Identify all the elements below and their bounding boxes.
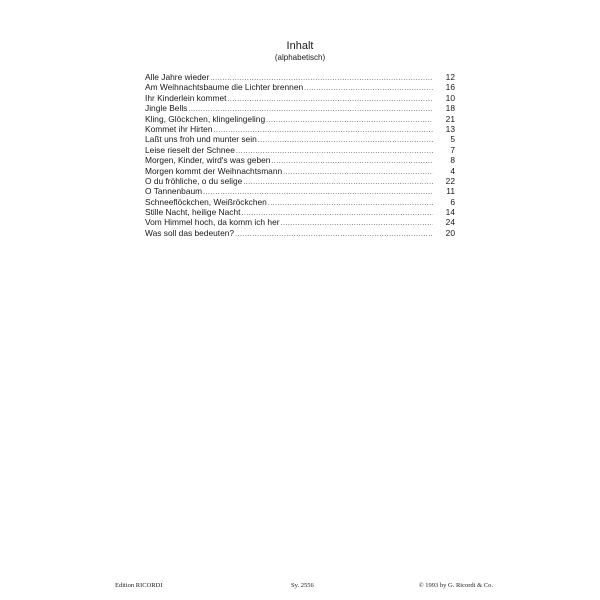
toc-entry-title: O Tannenbaum bbox=[145, 186, 203, 197]
toc-leader-dots bbox=[227, 95, 433, 105]
toc-entry bbox=[145, 228, 455, 238]
toc-entry bbox=[145, 186, 455, 196]
toc-entry-page: 16 bbox=[445, 82, 455, 93]
toc-entry-page: 22 bbox=[445, 175, 455, 186]
toc-entry bbox=[145, 176, 455, 186]
toc-entry bbox=[145, 166, 455, 176]
toc-entry-title: Schneeflöckchen, Weißröckchen bbox=[145, 196, 267, 207]
toc-entry-page: 5 bbox=[450, 134, 455, 145]
toc-entry-page: 7 bbox=[450, 144, 455, 155]
toc-entry-title: Leise rieselt der Schnee bbox=[145, 144, 235, 155]
toc-entry-page: 13 bbox=[445, 123, 455, 134]
toc-entry bbox=[145, 145, 455, 155]
toc-leader-dots bbox=[268, 199, 433, 209]
toc-leader-dots bbox=[271, 157, 433, 167]
toc-entry bbox=[145, 134, 455, 144]
toc-entry-title: Laßt uns froh und munter sein bbox=[145, 134, 257, 145]
toc-entry-page: 4 bbox=[450, 165, 455, 176]
toc-entry-title: Alle Jahre wieder bbox=[145, 72, 210, 82]
toc-entry-title: Jingle Bells bbox=[145, 103, 188, 114]
toc-entry bbox=[145, 93, 455, 103]
toc-entry-title: Vom Himmel hoch, da komm ich her bbox=[145, 217, 280, 228]
toc-entry-page: 24 bbox=[445, 217, 455, 228]
toc-entry bbox=[145, 207, 455, 217]
toc-entry bbox=[145, 197, 455, 207]
table-of-contents bbox=[145, 72, 455, 238]
toc-leader-dots bbox=[304, 84, 433, 94]
toc-entry-title: Kommet ihr Hirten bbox=[145, 123, 213, 134]
toc-entry-title: Was soll das bedeuten? bbox=[145, 227, 235, 238]
toc-entry bbox=[145, 72, 455, 82]
footer-edition: Edition RICORDI bbox=[115, 582, 163, 589]
toc-entry bbox=[145, 217, 455, 227]
toc-entry-page: 6 bbox=[450, 196, 455, 207]
toc-entry bbox=[145, 114, 455, 124]
toc-leader-dots bbox=[281, 219, 433, 229]
toc-entry-title: Kling, Glöckchen, klingelingeling bbox=[145, 113, 266, 124]
toc-entry-title: Morgen, Kinder, wird's was geben bbox=[145, 155, 271, 166]
footer-copyright: © 1993 by G. Ricordi & Co. bbox=[418, 582, 493, 589]
toc-entry bbox=[145, 82, 455, 92]
toc-entry-title: O du fröhliche, o du selige bbox=[145, 175, 243, 186]
toc-entry-page: 18 bbox=[445, 103, 455, 114]
toc-entry-page: 14 bbox=[445, 207, 455, 218]
toc-leader-dots bbox=[235, 230, 433, 240]
footer-catalog-number: Sy. 2556 bbox=[291, 582, 314, 589]
toc-entry bbox=[145, 103, 455, 113]
toc-entry-title: Stille Nacht, heilige Nacht bbox=[145, 207, 241, 218]
toc-entry-page: 12 bbox=[445, 72, 455, 82]
toc-entry-page: 20 bbox=[445, 227, 455, 238]
toc-leader-dots bbox=[243, 178, 433, 188]
toc-entry-page: 10 bbox=[445, 92, 455, 103]
page-title: Inhalt bbox=[286, 40, 314, 52]
toc-leader-dots bbox=[258, 136, 433, 146]
toc-leader-dots bbox=[266, 116, 433, 126]
page-subtitle: (alphabetisch) bbox=[274, 53, 326, 62]
toc-entry-title: Am Weihnachtsbaume die Lichter brennen bbox=[145, 82, 304, 93]
toc-entry-page: 21 bbox=[445, 113, 455, 124]
toc-leader-dots bbox=[283, 168, 433, 178]
toc-entry-page: 11 bbox=[446, 186, 455, 197]
toc-entry bbox=[145, 124, 455, 134]
toc-entry-title: Morgen kommt der Weihnachtsmann bbox=[145, 165, 283, 176]
toc-entry-title: Ihr Kinderlein kommet bbox=[145, 92, 227, 103]
toc-entry-page: 8 bbox=[450, 155, 455, 166]
toc-entry bbox=[145, 155, 455, 165]
